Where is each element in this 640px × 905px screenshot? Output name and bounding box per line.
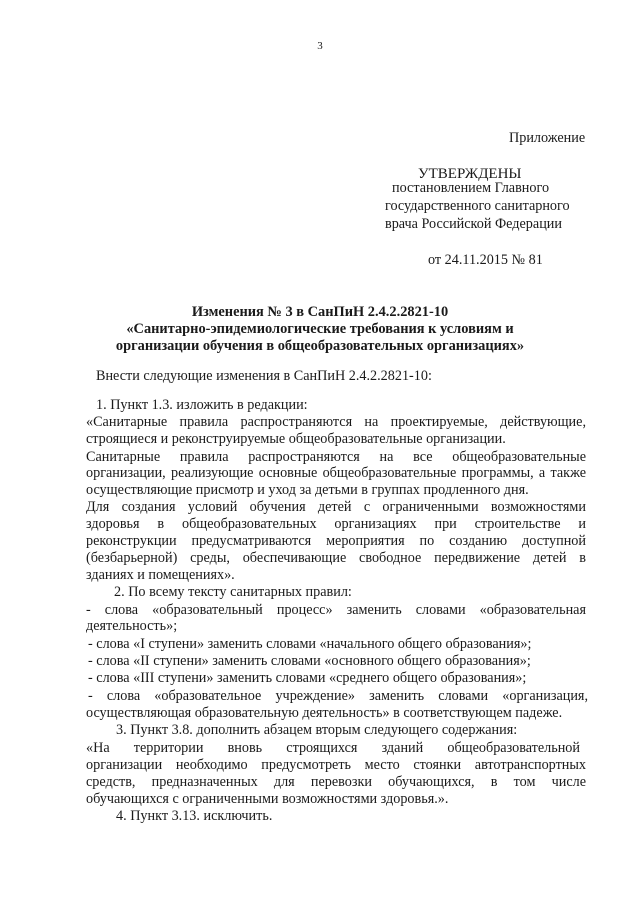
- body-line: реконструкции предусматриваются мероприятия по созданию доступной: [86, 533, 586, 549]
- body-line: «На территории вновь строящихся зданий общеобразовательной: [86, 740, 580, 756]
- title-line-1: Изменения № 3 в СанПиН 2.4.2.2821-10: [191, 304, 449, 320]
- body-line: - слова «III ступени» заменить словами «среднего общего образования»;: [88, 670, 527, 686]
- body-line: средств, предназначенных для перевозки обучающихся, в том числе: [86, 774, 586, 790]
- body-line: здоровья в общеобразовательных организациях при строительстве и: [86, 516, 586, 532]
- body-line: осуществляющая образовательную деятельность» в соответствующем падеже.: [86, 705, 563, 721]
- body-line: Внести следующие изменения в СанПиН 2.4.2.2821-10:: [96, 368, 432, 384]
- body-line: 2. По всему тексту санитарных правил:: [114, 584, 352, 600]
- body-line: зданиях и помещениях».: [86, 567, 235, 583]
- body-line: организации необходимо предусмотреть место стоянки автотранспортных: [86, 757, 586, 773]
- body-line: деятельность»;: [86, 618, 178, 634]
- body-line: обучающихся с ограниченными возможностями здоровья.».: [86, 791, 449, 807]
- body-line: - слова «образовательное учреждение» заменить словами «организация,: [88, 688, 588, 704]
- title-line-2: «Санитарно-эпидемиологические требования к условиям и: [126, 321, 514, 337]
- approval-line-2: государственного санитарного: [385, 198, 570, 214]
- body-line: 1. Пункт 1.3. изложить в редакции:: [96, 397, 308, 413]
- body-line: 4. Пункт 3.13. исключить.: [116, 808, 273, 824]
- body-line: 3. Пункт 3.8. дополнить абзацем вторым следующего содержания:: [116, 722, 518, 738]
- body-line: - слова «образовательный процесс» заменить словами «образовательная: [86, 602, 586, 618]
- body-line: строящиеся и реконструируемые общеобразовательные организации.: [86, 431, 506, 447]
- body-line: - слова «I ступени» заменить словами «начального общего образования»;: [88, 636, 532, 652]
- approval-line-3: врача Российской Федерации: [385, 216, 562, 232]
- body-line: Санитарные правила распространяются на все общеобразовательные: [86, 449, 586, 465]
- approved-label: УТВЕРЖДЕНЫ: [418, 166, 522, 182]
- appendix-label: Приложение: [509, 130, 586, 146]
- body-line: (безбарьерной) среды, обеспечивающие свободное передвижение детей в: [86, 550, 586, 566]
- body-line: - слова «II ступени» заменить словами «основного общего образования»;: [88, 653, 531, 669]
- title-line-3: организации обучения в общеобразовательных организациях»: [115, 338, 525, 354]
- approval-line-1: постановлением Главного: [392, 180, 550, 196]
- approval-date: от 24.11.2015 № 81: [428, 252, 543, 268]
- body-line: «Санитарные правила распространяются на проектируемые, действующие,: [86, 414, 586, 430]
- page-number: 3: [317, 40, 323, 52]
- body-line: осуществляющие присмотр и уход за детьми в группах продленного дня.: [86, 482, 529, 498]
- body-line: организации, реализующие основные общеобразовательные программы, а также: [86, 465, 586, 481]
- body-line: Для создания условий обучения детей с ограниченными возможностями: [86, 499, 586, 515]
